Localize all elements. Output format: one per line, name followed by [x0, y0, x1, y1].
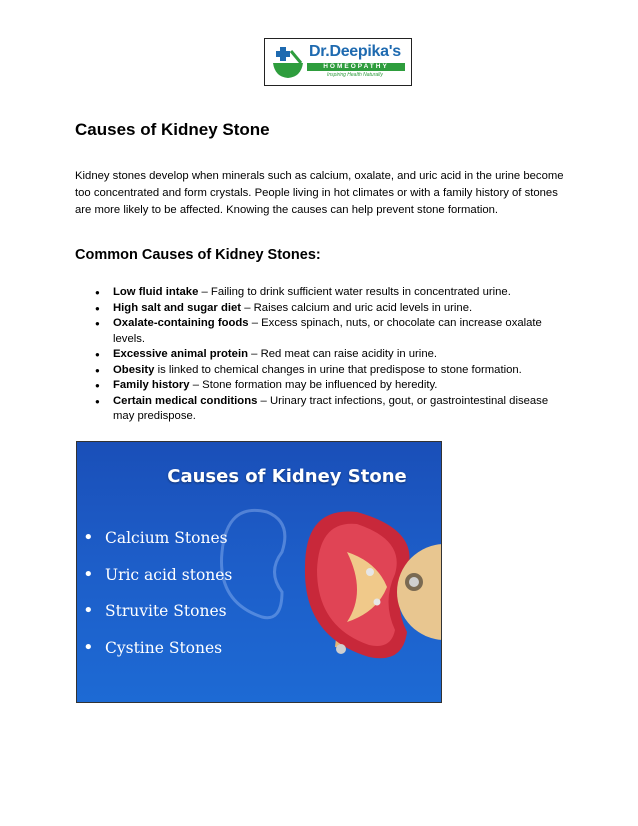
cause-text: – Stone formation may be influenced by heredity.: [189, 379, 438, 391]
list-item: [95, 394, 565, 425]
page-title: Causes of Kidney Stone: [75, 120, 270, 139]
figure-title: Causes of Kidney Stone: [167, 466, 407, 487]
cause-term: Oxalate-containing foods: [113, 317, 249, 329]
list-item: • Uric acid stones: [83, 565, 232, 602]
list-item: [95, 378, 565, 394]
logo-tag: HOMEOPATHY: [307, 63, 405, 71]
list-item: [95, 301, 565, 317]
mortar-pestle-icon: [271, 45, 305, 81]
list-item: [95, 316, 565, 347]
list-item: [95, 285, 565, 301]
cause-term: Excessive animal protein: [113, 348, 249, 360]
cause-text: – Excess spinach, nuts, or chocolate can increase oxalate levels.: [113, 317, 542, 345]
stone-types-list: [83, 528, 232, 674]
cause-text: – Urinary tract infections, gout, or gastrointestinal disease may predispose.: [113, 394, 549, 422]
list-item: • Struvite Stones: [83, 601, 232, 638]
cause-text: – Failing to drink sufficient water results in concentrated urine.: [198, 286, 511, 298]
list-item: [95, 347, 565, 363]
list-item: • Calcium Stones: [83, 528, 232, 565]
kidney-stone-figure: [76, 441, 442, 703]
logo-brand: Dr.Deepika's: [309, 43, 401, 60]
logo-tagline: Inspiring Health Naturally: [327, 72, 383, 78]
causes-list: [95, 285, 565, 425]
cause-text: – Red meat can raise acidity in urine.: [248, 348, 438, 360]
list-item: • Cystine Stones: [83, 638, 232, 675]
cause-text: – Raises calcium and uric acid levels in urine.: [241, 301, 473, 314]
cause-term: Low fluid intake: [113, 286, 199, 298]
cause-term: Obesity: [113, 363, 155, 376]
cause-term: Certain medical conditions: [113, 394, 258, 407]
cause-term: High salt and sugar diet: [113, 301, 242, 314]
section-heading: Common Causes of Kidney Stones:: [75, 247, 321, 263]
logo: [264, 38, 412, 86]
cause-text: is linked to chemical changes in urine that predispose to stone formation.: [154, 363, 522, 376]
intro-paragraph: Kidney stones develop when minerals such as calcium, oxalate, and uric acid in the urine become too concentrated and form crystals. People living in hot climates or with a family history of stones are more likely to be affected. Knowing the causes can help prevent stone formation.: [75, 170, 564, 216]
cause-term: Family history: [113, 379, 190, 391]
list-item: [95, 363, 565, 379]
